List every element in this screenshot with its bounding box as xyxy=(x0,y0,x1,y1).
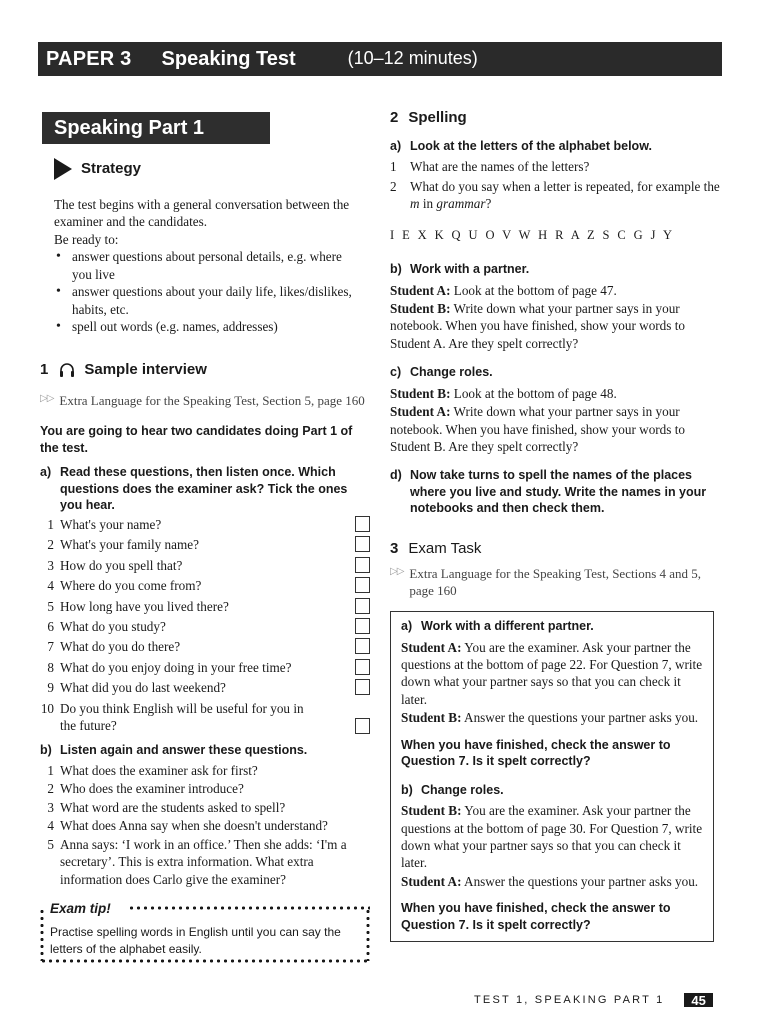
task-text: Look at the letters of the alphabet below. xyxy=(410,138,652,153)
list-item xyxy=(40,780,370,797)
forward-arrows-icon: ▷▷ xyxy=(390,565,404,577)
question-number: 4 xyxy=(47,818,54,834)
task-text: Change roles. xyxy=(421,782,504,797)
check-instruction: When you have finished, check the answer to Question 7. Is it spelt correctly? xyxy=(401,737,671,769)
question-text: Do you think English will be useful for you in the future? xyxy=(60,700,304,734)
student-b-instruction xyxy=(390,300,726,352)
list-item xyxy=(40,618,370,635)
question-text: Where do you come from? xyxy=(60,578,202,594)
section-3-heading xyxy=(390,539,726,559)
question-number: 1 xyxy=(390,159,397,175)
task-label: c) xyxy=(390,365,402,380)
list-item xyxy=(390,158,726,175)
student-b-instruction xyxy=(390,385,726,402)
emphasis-word: grammar xyxy=(436,196,486,212)
exam-task-box xyxy=(390,611,714,942)
task-b-heading xyxy=(390,261,726,278)
tick-box[interactable] xyxy=(355,659,370,675)
tick-box[interactable] xyxy=(355,598,370,614)
task-b-heading xyxy=(40,742,370,759)
question-number: 6 xyxy=(47,618,54,634)
footer-text: TEST 1, SPEAKING PART 1 xyxy=(474,994,665,1006)
question-number: 5 xyxy=(47,598,54,614)
emphasis-letter: m xyxy=(410,196,420,212)
task-a-heading xyxy=(401,618,705,635)
task-b-body xyxy=(390,282,726,353)
tick-box[interactable] xyxy=(355,679,370,695)
question-text: What word are the students asked to spell? xyxy=(60,799,286,815)
question-number: 10 xyxy=(40,700,54,716)
question-text: What did you do last weekend? xyxy=(60,680,226,696)
task-label: b) xyxy=(40,743,52,758)
student-b-instruction xyxy=(401,709,705,726)
question-text: What do you enjoy doing in your free time? xyxy=(60,659,292,675)
student-a-instruction xyxy=(401,873,705,890)
task-a-heading xyxy=(40,464,370,514)
instruction-text: You are the examiner. Ask your partner the questions at the bottom of page 22. For Question 7, write down what your partner says so that you can check it later. xyxy=(401,639,703,707)
strategy-title: Strategy xyxy=(81,160,142,178)
question-number: 8 xyxy=(47,659,54,675)
question-number: 2 xyxy=(47,781,54,797)
task-label: d) xyxy=(390,468,402,483)
task-text: Work with a different partner. xyxy=(421,619,594,634)
list-item xyxy=(390,178,726,213)
section-number: 1 xyxy=(40,361,49,379)
tick-box[interactable] xyxy=(355,638,370,654)
student-a-instruction xyxy=(401,639,705,709)
exam-tip-box xyxy=(40,896,370,963)
list-item xyxy=(40,536,370,553)
question-text: Who does the examiner introduce? xyxy=(60,781,244,797)
question-number: 3 xyxy=(47,799,54,815)
student-label: Student B: xyxy=(390,385,451,401)
question-text: What's your family name? xyxy=(60,537,199,553)
question-number: 4 xyxy=(47,578,54,594)
b-question-list xyxy=(40,762,370,888)
task-label: b) xyxy=(401,782,413,797)
task-text: Change roles. xyxy=(410,365,493,380)
student-label: Student B: xyxy=(401,710,462,726)
list-item: • spell out words (e.g. names, addresses) xyxy=(54,318,354,335)
instruction-text: Write down what your partner says in your notebook. When you have finished, show your words to Student A. Are they spelt correctly? xyxy=(390,300,685,351)
tick-box[interactable] xyxy=(355,577,370,593)
play-triangle-icon xyxy=(54,158,72,180)
section-title: Sample interview xyxy=(84,361,207,379)
list-item xyxy=(40,679,370,696)
list-item xyxy=(40,799,370,816)
right-column xyxy=(390,108,726,942)
strategy-ready: Be ready to: xyxy=(54,231,119,247)
question-number: 2 xyxy=(47,537,54,553)
task-label: a) xyxy=(390,138,402,153)
task-c-body xyxy=(390,385,726,456)
task-text: Listen again and answer these questions. xyxy=(60,743,308,758)
task-label: a) xyxy=(40,465,52,480)
instruction-text: Write down what your partner says in your notebook. When you have finished, show your words to Student B. Are they spelt correctly? xyxy=(390,404,685,455)
section-1-intro: You are going to hear two candidates doing Part 1 of the test. xyxy=(40,424,353,455)
question-text: How do you spell that? xyxy=(60,557,183,573)
question-text-part: in xyxy=(419,196,437,212)
question-number: 1 xyxy=(47,516,54,532)
headphones-icon xyxy=(58,361,76,379)
dotted-border xyxy=(128,906,370,910)
ref-text: Extra Language for the Speaking Test, Section 5, page 160 xyxy=(59,393,365,409)
list-item: • answer questions about personal details, e.g. where you live xyxy=(54,248,354,283)
question-text xyxy=(404,178,726,213)
tick-box[interactable] xyxy=(355,718,370,734)
question-number: 9 xyxy=(47,680,54,696)
test-title: Speaking Test xyxy=(161,47,296,70)
tick-box[interactable] xyxy=(355,618,370,634)
student-label: Student A: xyxy=(401,873,462,889)
question-text: How long have you lived there? xyxy=(60,598,229,614)
exam-tip-title: Exam tip! xyxy=(50,900,111,916)
list-item xyxy=(40,577,370,594)
student-a-instruction xyxy=(390,282,726,299)
extra-language-ref xyxy=(40,392,370,409)
list-item: • answer questions about your daily life, likes/dislikes, habits, etc. xyxy=(54,283,354,318)
student-label: Student A: xyxy=(390,282,451,298)
question-number: 3 xyxy=(47,557,54,573)
student-label: Student A: xyxy=(401,639,462,655)
list-item xyxy=(40,817,370,834)
section-number: 2 xyxy=(390,109,399,126)
task-text: Work with a partner. xyxy=(410,262,530,277)
section-2-heading xyxy=(390,108,726,128)
check-instruction: When you have finished, check the answer to Question 7. Is it spelt correctly? xyxy=(401,901,671,932)
task-text: Now take turns to spell the names of the places where you live and study. Write the names in your notebooks and then check them. xyxy=(410,468,707,516)
question-text: What do you study? xyxy=(60,618,166,634)
list-item xyxy=(40,598,370,615)
question-text: Anna says: ‘I work in an office.’ Then she adds: ‘I'm a secretary’. This is extra information. What extra information does Carlo give the examiner? xyxy=(60,836,347,887)
list-item xyxy=(40,762,370,779)
part-title: Speaking Part 1 xyxy=(42,112,270,144)
alphabet-letters: I E X K Q U O V W H R A Z S C G J Y xyxy=(390,227,675,242)
question-number: 2 xyxy=(390,178,397,194)
page-number: 45 xyxy=(684,993,712,1007)
forward-arrows-icon: ▷▷ xyxy=(40,393,54,405)
question-list xyxy=(40,516,370,735)
student-label: Student B: xyxy=(390,300,451,316)
task-d-heading xyxy=(390,467,726,517)
dotted-border xyxy=(40,959,370,963)
task-c-heading xyxy=(390,364,726,381)
question-number: 5 xyxy=(47,836,54,852)
paper-label: PAPER 3 xyxy=(46,47,132,70)
exam-tip-text: Practise spelling words in English until you can say the letters of the alphabet easily. xyxy=(50,924,341,956)
list-item xyxy=(40,700,370,735)
list-item xyxy=(40,516,370,533)
dotted-border xyxy=(40,908,44,961)
strategy-bullets xyxy=(54,248,354,335)
ref-text: Extra Language for the Speaking Test, Sections 4 and 5, page 160 xyxy=(409,565,702,598)
list-item xyxy=(40,638,370,655)
task-b-heading xyxy=(401,782,705,799)
student-b-instruction xyxy=(401,802,705,872)
question-text-part: ? xyxy=(485,196,492,212)
dotted-border xyxy=(366,908,370,961)
section-title: Spelling xyxy=(408,109,467,126)
instruction-text: Answer the questions your partner asks you. xyxy=(464,710,699,726)
task-label: b) xyxy=(390,262,402,277)
student-a-instruction xyxy=(390,403,726,455)
strategy-text xyxy=(54,196,354,248)
task-label: a) xyxy=(401,619,413,634)
strategy-heading xyxy=(54,158,370,180)
question-number: 1 xyxy=(47,762,54,778)
instruction-text: Look at the bottom of page 47. xyxy=(453,282,617,298)
page-footer xyxy=(474,993,713,1008)
list-item xyxy=(40,836,370,888)
a-question-list xyxy=(390,158,726,212)
tick-box[interactable] xyxy=(355,516,370,532)
section-number: 3 xyxy=(390,539,399,557)
extra-language-ref xyxy=(390,565,726,599)
question-text: What do you do there? xyxy=(60,639,181,655)
question-text-part: What do you say when a letter is repeated, for example the xyxy=(410,178,720,194)
list-item xyxy=(40,659,370,676)
question-text: What's your name? xyxy=(60,516,162,532)
tick-box[interactable] xyxy=(355,557,370,573)
task-a-heading xyxy=(390,138,726,155)
tick-box[interactable] xyxy=(355,536,370,552)
duration-label: (10–12 minutes) xyxy=(347,48,478,69)
list-item xyxy=(40,557,370,574)
instruction-text: Look at the bottom of page 48. xyxy=(453,385,617,401)
strategy-intro: The test begins with a general conversation between the examiner and the candidates. xyxy=(54,197,350,230)
instruction-text: Answer the questions your partner asks you. xyxy=(464,873,699,889)
question-text: What does the examiner ask for first? xyxy=(60,762,258,778)
task-text: Read these questions, then listen once. Which questions does the examiner ask? Tick the ones you hear. xyxy=(60,465,348,513)
header-banner xyxy=(38,42,722,76)
left-column xyxy=(40,112,370,963)
question-text: What does Anna say when she doesn't understand? xyxy=(60,818,328,834)
section-1-heading xyxy=(40,360,370,380)
student-label: Student B: xyxy=(401,803,462,819)
section-title: Exam Task xyxy=(408,539,482,557)
question-text: What are the names of the letters? xyxy=(410,159,590,175)
student-label: Student A: xyxy=(390,404,451,420)
instruction-text: You are the examiner. Ask your partner the questions at the bottom of page 30. For Question 7, write down what your partner says so that you can check it later. xyxy=(401,803,703,871)
question-number: 7 xyxy=(47,639,54,655)
